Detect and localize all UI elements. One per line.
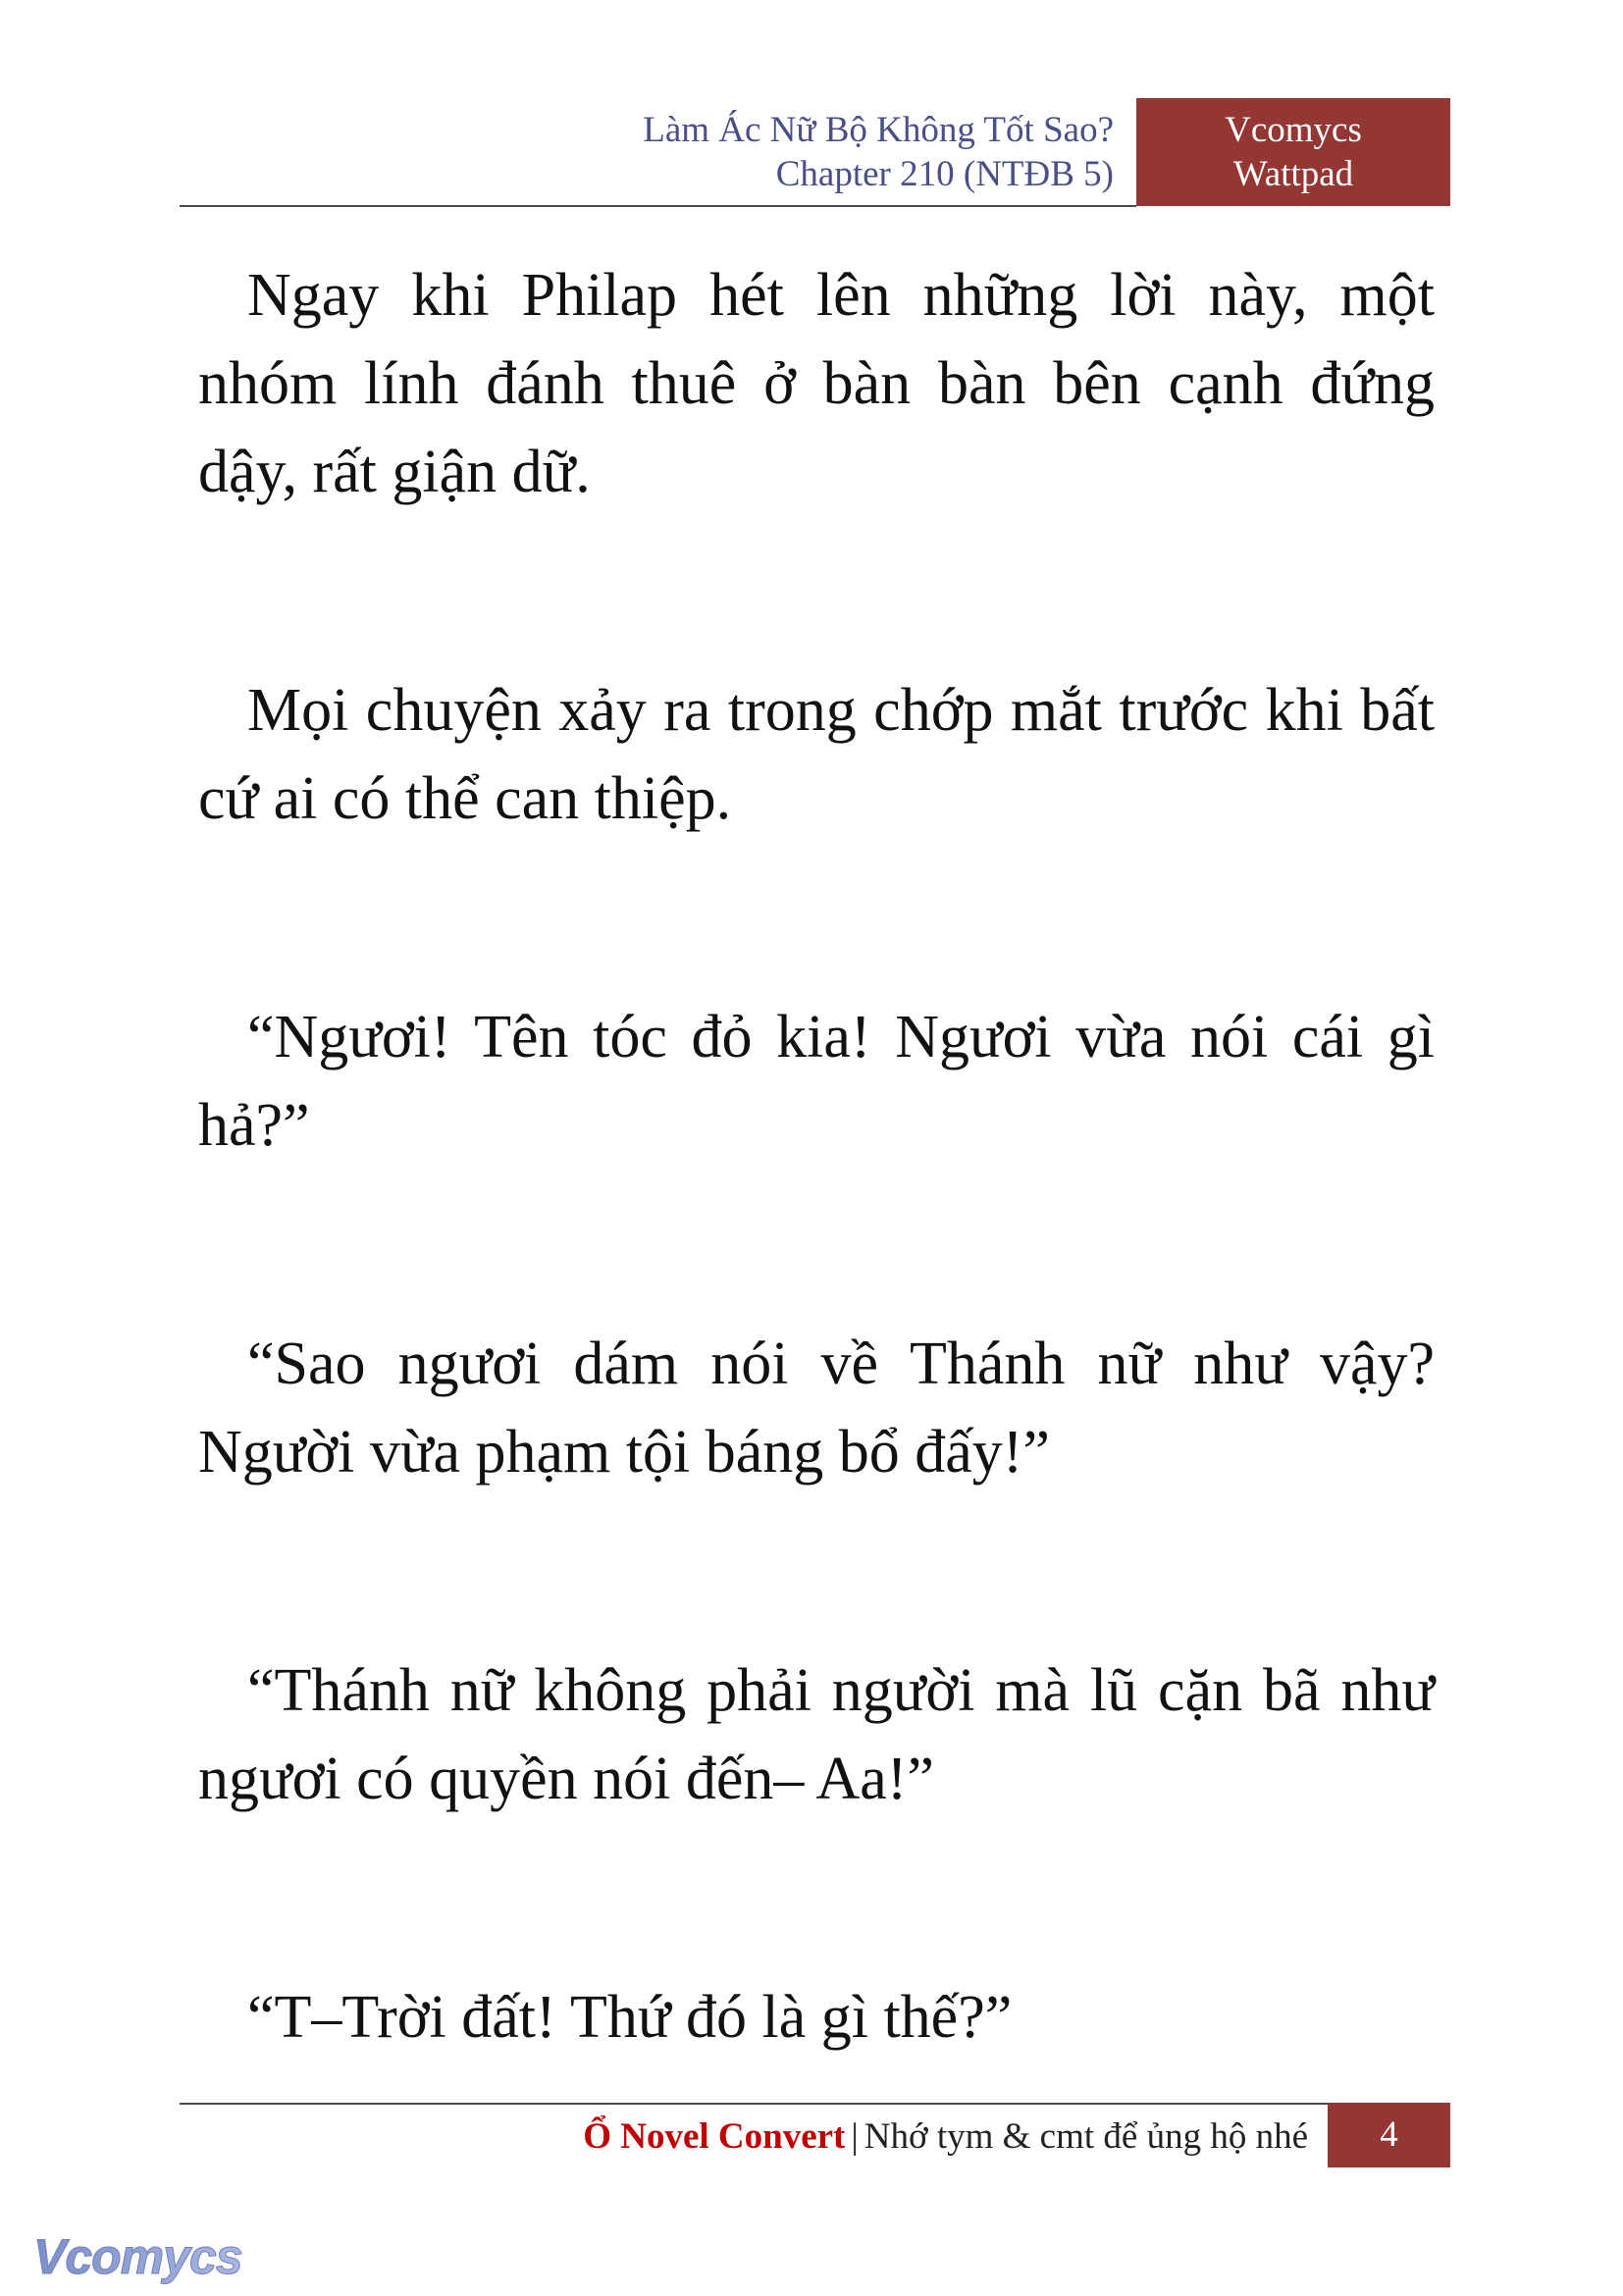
- footer-separator: |: [851, 2116, 859, 2157]
- paragraph: “Ngươi! Tên tóc đỏ kia! Ngươi vừa nói cái gì hả?”: [198, 1004, 1435, 1159]
- source-badge-name: Vcomycs: [1225, 110, 1362, 150]
- book-title: Làm Ác Nữ Bộ Không Tốt Sao?: [643, 110, 1114, 150]
- paragraph: Ngay khi Philap hét lên những lời này, một nhóm lính đánh thuê ở bàn bàn bên cạnh đứng dậy, rất giận dữ.: [198, 262, 1435, 505]
- header-divider: [180, 205, 1136, 207]
- source-badge: [1136, 98, 1450, 206]
- page-number: 4: [1328, 2103, 1450, 2167]
- source-badge-platform: Wattpad: [1232, 154, 1354, 194]
- vcomycs-logo-mark: [29, 2222, 255, 2291]
- svg-text:Vcomycs: Vcomycs: [33, 2229, 242, 2284]
- vcomycs-logo: [29, 2222, 255, 2291]
- paragraph: “T–Trời đất! Thứ đó là gì thế?”: [247, 1984, 1013, 2051]
- paragraph: Mọi chuyện xảy ra trong chớp mắt trước khi bất cứ ai có thể can thiệp.: [198, 677, 1435, 832]
- paragraph: “Thánh nữ không phải người mà lũ cặn bã như ngươi có quyền nói đến– Aa!”: [198, 1657, 1435, 1812]
- chapter-title: Chapter 210 (NTĐB 5): [775, 154, 1114, 194]
- page-footer: [180, 2106, 1308, 2168]
- page-header: [180, 98, 1450, 206]
- paragraph: “Sao ngươi dám nói về Thánh nữ như vậy? Người vừa phạm tội báng bổ đấy!”: [198, 1331, 1435, 1486]
- footer-divider: [180, 2103, 1328, 2105]
- chapter-body: [198, 251, 1435, 2212]
- footer-note: Nhớ tym & cmt để ủng hộ nhé: [864, 2116, 1308, 2157]
- book-title-block: [180, 98, 1131, 206]
- footer-brand: Ổ Novel Convert: [583, 2116, 846, 2157]
